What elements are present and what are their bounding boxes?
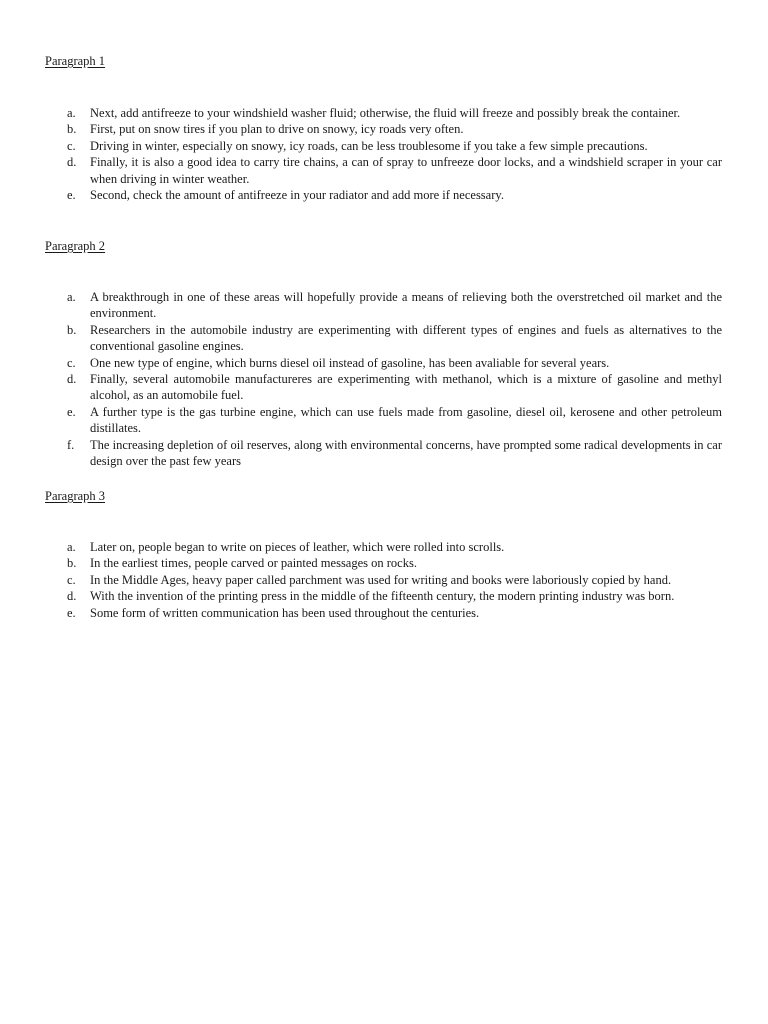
item-letter: c. [67,355,76,370]
item-letter: d. [67,155,77,170]
paragraph-2-list [0,289,768,469]
item-text: With the invention of the printing press in the middle of the fifteenth century, the modern printing industry was born. [90,589,675,604]
list-item [0,355,768,371]
item-letter: d. [67,372,77,387]
item-text: Some form of written communication has been used throughout the centuries. [90,605,480,620]
paragraph-3-list [0,539,768,621]
list-item [0,138,768,154]
item-letter: b. [67,322,77,337]
item-text: Researchers in the automobile industry are experimenting with different types of engines and fuels as alternatives to the conventional gasoline engines. [90,322,722,354]
list-item [0,322,768,355]
item-text: First, put on snow tires if you plan to drive on snowy, icy roads very often. [90,122,464,137]
paragraph-1-heading: Paragraph 1 [45,54,106,68]
item-letter: a. [67,290,76,304]
item-letter: d. [67,589,77,604]
item-letter: f. [67,437,75,452]
list-item [0,404,768,437]
item-letter: b. [67,122,77,137]
item-text: Finally, it is also a good idea to carry tire chains, a can of spray to unfreeze door locks, and a windshield scraper in your car when driving in winter weather. [90,155,722,186]
list-item [0,588,768,604]
item-text: Driving in winter, especially on snowy, icy roads, can be less troublesome if you take a few simple precautions. [90,138,648,153]
list-item [0,154,768,187]
item-text: Next, add antifreeze to your windshield washer fluid; otherwise, the fluid will freeze and possibly break the container. [90,106,681,120]
item-letter: b. [67,556,77,571]
paragraph-1-list [0,105,768,203]
item-text: In the earliest times, people carved or painted messages on rocks. [90,556,417,571]
paragraph-3-heading: Paragraph 3 [45,489,106,503]
list-item [0,289,768,322]
list-item [0,437,768,470]
list-item [0,572,768,588]
item-letter: a. [67,106,76,120]
item-text: Later on, people began to write on pieces of leather, which were rolled into scrolls. [90,540,505,554]
item-text: Finally, several automobile manufactureres are experimenting with methanol, which is a mixture of gasoline and methyl alcohol, as an automobile fuel. [90,372,722,403]
item-letter: e. [67,404,76,419]
item-letter: c. [67,138,76,153]
list-item [0,187,768,203]
item-letter: a. [67,540,76,554]
item-text: One new type of engine, which burns diesel oil instead of gasoline, has been avaliable for several years. [90,355,610,370]
list-item [0,371,768,404]
list-item [0,105,768,121]
list-item [0,605,768,621]
item-text: The increasing depletion of oil reserves, along with environmental concerns, have prompted some radical developments in car design over the past few years [90,437,722,469]
item-text: In the Middle Ages, heavy paper called parchment was used for writing and books were laboriously copied by hand. [90,572,672,587]
item-letter: e. [67,605,76,620]
item-text: A breakthrough in one of these areas will hopefully provide a means of relieving both the overstretched oil market and the environment. [90,290,722,321]
list-item [0,555,768,571]
list-item [0,121,768,137]
item-text: A further type is the gas turbine engine, which can use fuels made from gasoline, diesel oil, kerosene and other petroleum distillates. [90,404,722,436]
item-text: Second, check the amount of antifreeze in your radiator and add more if necessary. [90,188,504,203]
item-letter: e. [67,188,76,203]
item-letter: c. [67,572,76,587]
paragraph-2-heading: Paragraph 2 [45,239,106,253]
list-item [0,539,768,555]
